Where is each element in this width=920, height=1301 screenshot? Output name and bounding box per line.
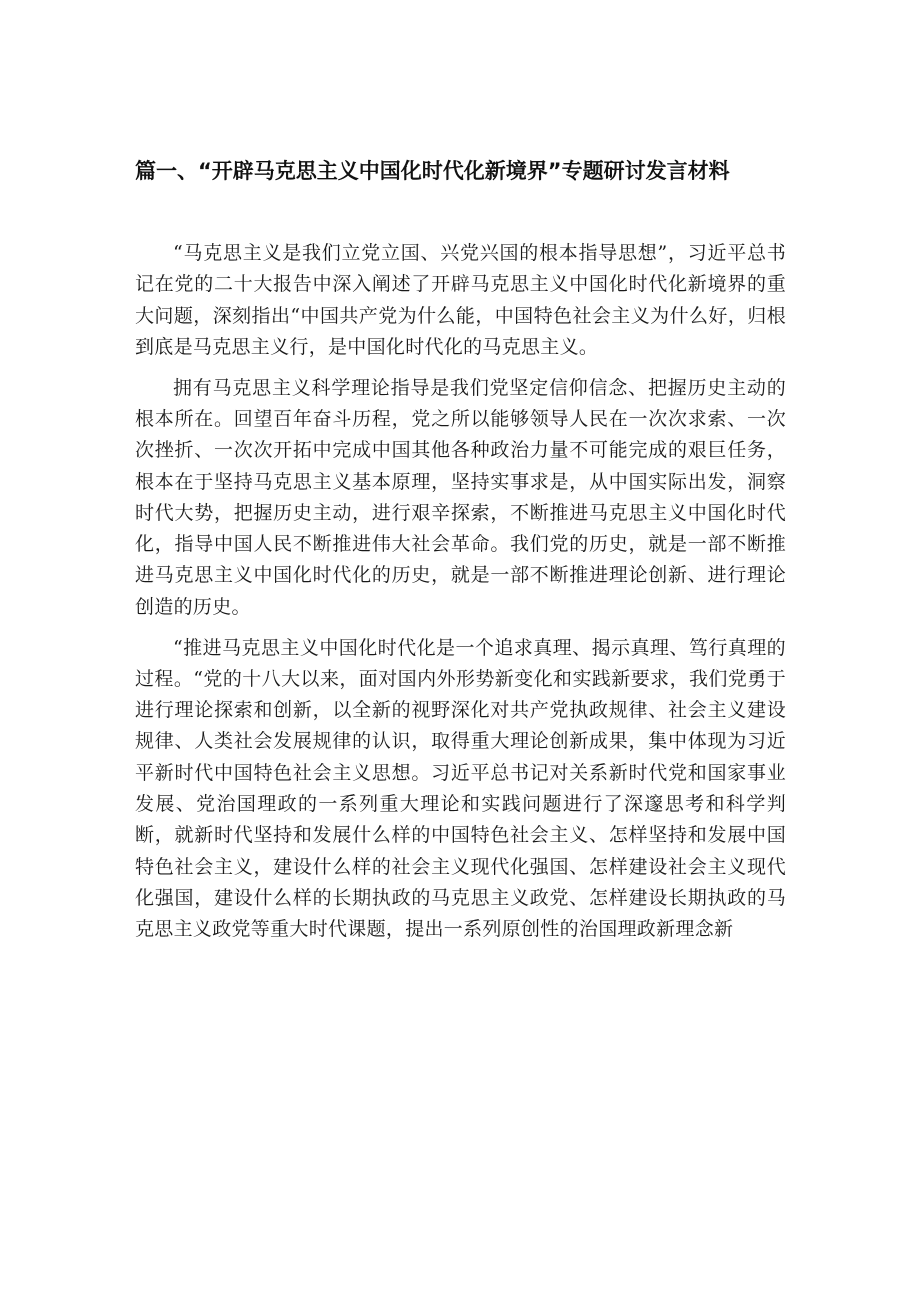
paragraph-3: “推进马克思主义中国化时代化是一个追求真理、揭示真理、笃行真理的过程。“党的十八大以来，面对国内外形势新变化和实践新要求，我们党勇于进行理论探索和创新，以全新的视野深化对共产党执政规律、社会主义建设规律、人类社会发展规律的认识，取得重大理论创新成果，集中体现为习近平新时代中国特色社会主义思想。习近平总书记对关系新时代党和国家事业发展、党治国理政的一系列重大理论和实践问题进行了深邃思考和科学判断，就新时代坚持和发展什么样的中国特色社会主义、怎样坚持和发展中国特色社会主义，建设什么样的社会主义现代化强国、怎样建设社会主义现代化强国，建设什么样的长期执政的马克思主义政党、怎样建设长期执政的马克思主义政党等重大时代课题，提出一系列原创性的治国理政新理念新 — [135, 636, 786, 941]
paragraph-2: 拥有马克思主义科学理论指导是我们党坚定信仰信念、把握历史主动的根本所在。回望百年奋斗历程，党之所以能够领导人民在一次次求索、一次次挫折、一次次开拓中完成中国其他各种政治力量不可能完成的艰巨任务，根本在于坚持马克思主义基本原理，坚持实事求是，从中国实际出发，洞察时代大势，把握历史主动，进行艰辛探索，不断推进马克思主义中国化时代化，指导中国人民不断推进伟大社会革命。我们党的历史，就是一部不断推进马克思主义中国化时代化的历史，就是一部不断推进理论创新、进行理论创造的历史。 — [135, 376, 786, 618]
paragraph-1: “马克思主义是我们立党立国、兴党兴国的根本指导思想”，习近平总书记在党的二十大报告中深入阐述了开辟马克思主义中国化时代化新境界的重大问题，深刻指出“中国共产党为什么能，中国特色社会主义为什么好，归根到底是马克思主义行，是中国化时代化的马克思主义。 — [135, 242, 786, 358]
document-body — [135, 238, 786, 955]
document-title: 篇一、“开辟马克思主义中国化时代化新境界”专题研讨发言材料 — [135, 159, 730, 183]
